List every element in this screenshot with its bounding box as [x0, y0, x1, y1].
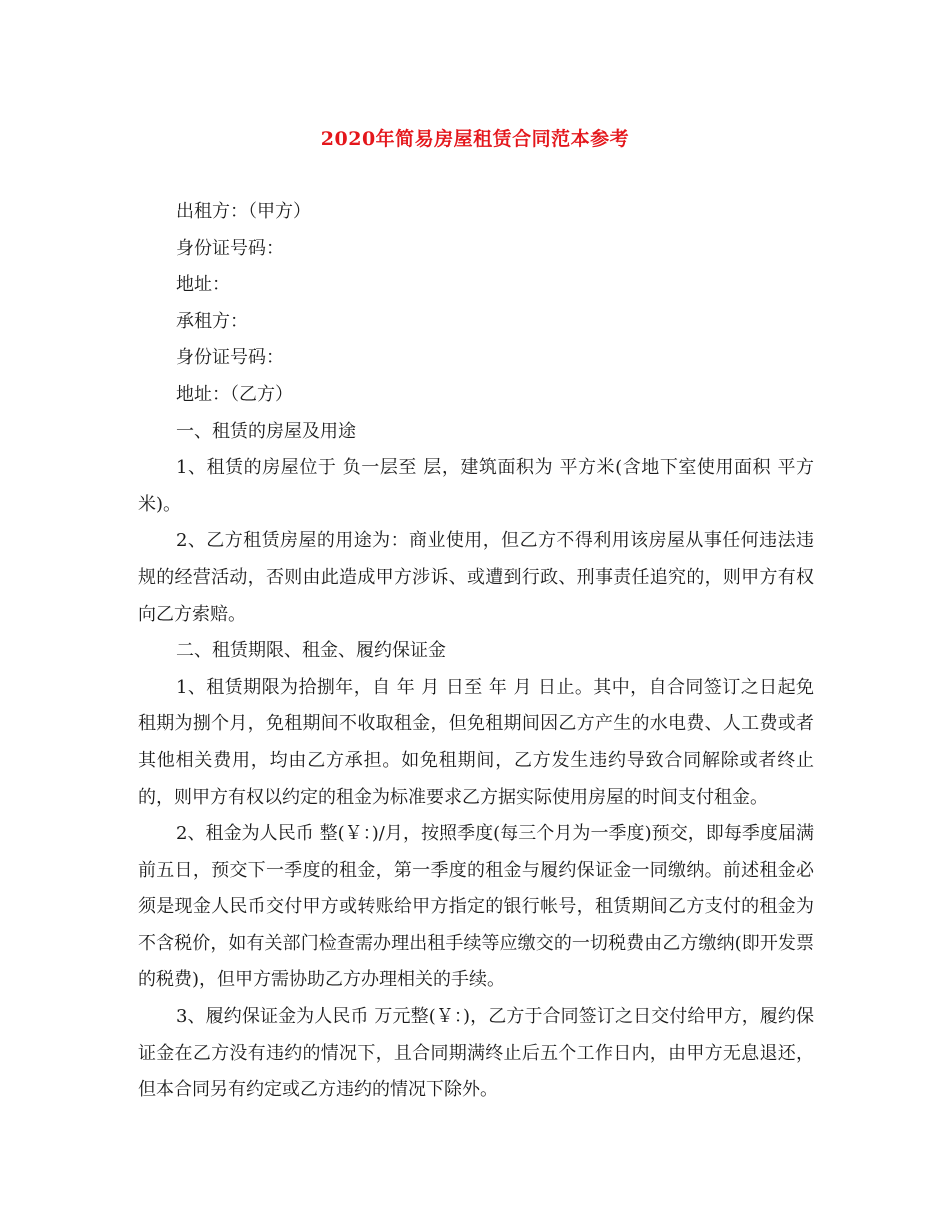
lessee-address-line: 地址：（乙方）: [176, 383, 293, 405]
clause-2-3: 3、履约保证金为人民币 万元整(￥：)，乙方于合同签订之日交付给甲方，履约保证金在乙方没有违约的情况下，且合同期满终止后五个工作日内，由甲方无息退还，但本合同另有约定或乙方违约的情况下除外。: [138, 1006, 814, 1101]
lessor-line: 出租方：（甲方）: [176, 201, 311, 222]
clause-2-1: 1、租赁期限为拾捌年，自 年 月 日至 年 月 日止。其中，自合同签订之日起免租期为捌个月，免租期间不收取租金，但免租期间因乙方产生的水电费、人工费或者其他相关费用，均由乙方承担。如免租期间，乙方发生违约导致合同解除或者终止的，则甲方有权以约定的租金为标准要求乙方据实际使用房屋的时间支付租金。: [138, 676, 814, 808]
lessee-line: 承租方：: [176, 310, 248, 332]
section-heading-1: 一、租赁的房屋及用途: [176, 420, 356, 442]
clause-1-1: 1、租赁的房屋位于 负一层至 层，建筑面积为 平方米(含地下室使用面积 平方米)。: [138, 457, 814, 515]
contract-body: [138, 194, 814, 1109]
clause-1-2: 2、乙方租赁房屋的用途为：商业使用，但乙方不得利用该房屋从事任何违法违规的经营活动，否则由此造成甲方涉诉、或遭到行政、刑事责任追究的，则甲方有权向乙方索赔。: [138, 530, 814, 625]
document-title: 2020年简易房屋租赁合同范本参考: [320, 128, 630, 150]
clause-2-2: 2、租金为人民币 整(￥：)/月，按照季度(每三个月为一季度)预交，即每季度届满前五日，预交下一季度的租金，第一季度的租金与履约保证金一同缴纳。前述租金必须是现金人民币交付甲方或转账给甲方指定的银行帐号，租赁期间乙方支付的租金为不含税价，如有关部门检查需办理出租手续等应缴交的一切税费由乙方缴纳(即开发票的税费)，但甲方需协助乙方办理相关的手续。: [138, 823, 814, 991]
lessee-id-line: 身份证号码：: [176, 347, 284, 369]
lessor-address-line: 地址：: [176, 274, 230, 296]
lessor-id-line: 身份证号码：: [176, 237, 284, 259]
section-heading-2: 二、租赁期限、租金、履约保证金: [176, 640, 446, 662]
